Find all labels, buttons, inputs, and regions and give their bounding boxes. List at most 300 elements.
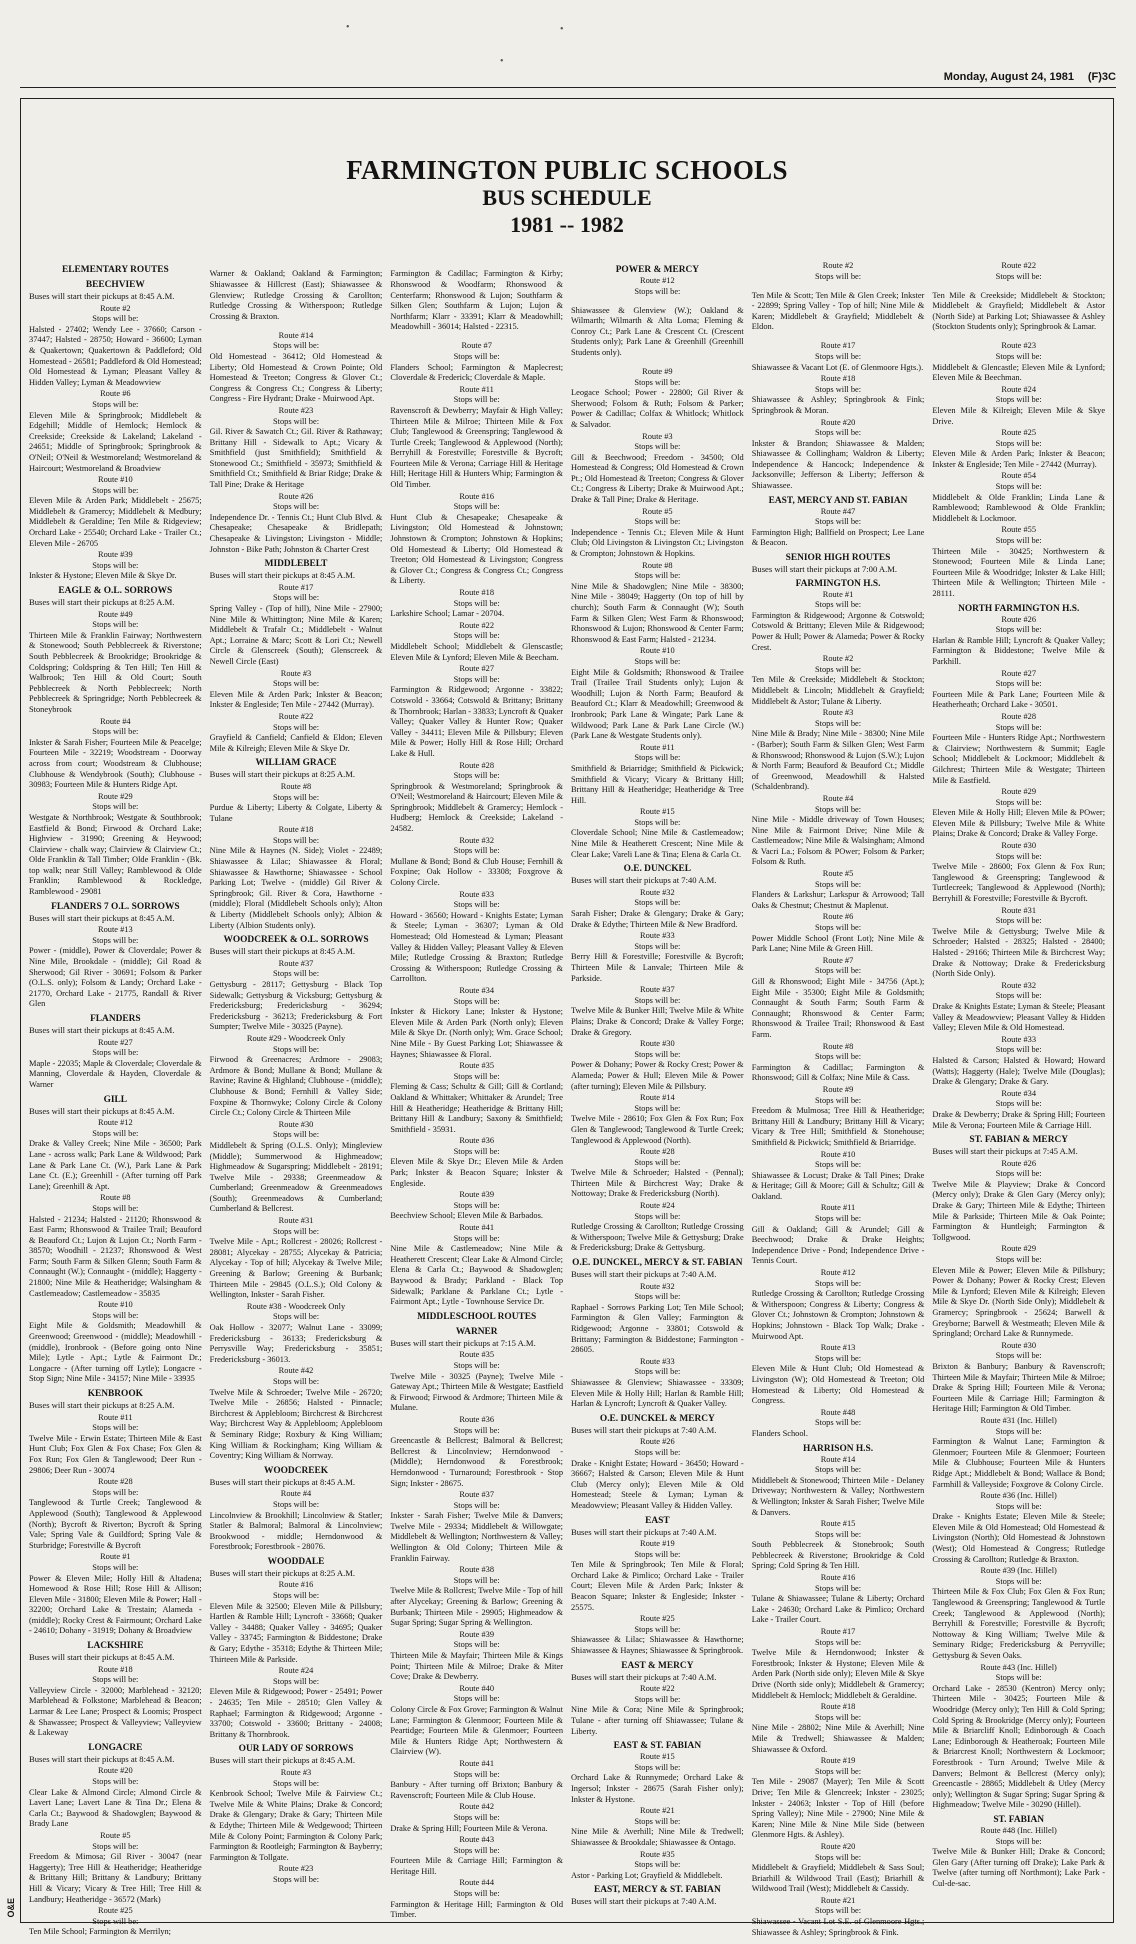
route-stops-text: Nine Mile & Shadowglen; Nine Mile - 38300; Nine Mile - 38049; Haggerty (On top of hill by church); South Farm & Connaught (W); South Farm & Silken Glen; West Farm & Rhonswood; Rhonswood & Lujon; Rhonswood & Center Farm; Rhonswood & East Farm; Halsted - 21234. bbox=[571, 581, 744, 644]
route-block bbox=[390, 986, 563, 1060]
route-block bbox=[752, 1756, 925, 1841]
route-stops-text: Power - (middle), Power & Cloverdale; Power & Nine Mile, Brookdale - (middle); Gil Road & Sherwood; Gil River - 30691; Folsom & Parker (O.L.S. only); Folsom & Landy; Orchard Lake - 21770, Orchard Lake - 21775, Randall & River Glen bbox=[29, 946, 202, 1009]
route-block bbox=[210, 782, 383, 824]
route-block bbox=[210, 1580, 383, 1665]
route-stops-text: Eleven Mile & Kilreigh; Eleven Mile & Skye Drive. bbox=[932, 405, 1106, 426]
route-stops-text: Eleven Mile & Skye Dr.; Eleven Mile & Arden Park; Inkster & Beacon Square; Inkster & Engleside. bbox=[390, 1157, 564, 1188]
route-stops-text: Twelve Mile - Erwin Estate; Thirteen Mile & East Hunt Club; Fox Glen & Fox Chase; Fox Glen & Fox Run; Fox Glen & Tanglewood; Deer Run - 29806; Deer Run - 30074 bbox=[29, 1433, 202, 1475]
route-number: Route #26 bbox=[1001, 1158, 1037, 1168]
route-header bbox=[932, 261, 1105, 282]
route-block bbox=[210, 1120, 383, 1215]
route-block bbox=[752, 1627, 925, 1701]
route-number: Route #18 bbox=[820, 374, 856, 384]
route-stops-text: Inkster & Sarah Fisher; Fourteen Mile & Peacelge; Fourteen Mile - 32219; Woodstream - Doorway across from court; Woodstream & Clubhouse; Clubhouse & Wendybrook (South); Clubhouse - 30983; Fourteen Mile & Hunters Ridge Apt. bbox=[29, 737, 202, 790]
stops-label: Stops will be: bbox=[814, 804, 862, 814]
route-block bbox=[29, 925, 202, 1010]
school-year: 1981 -- 1982 bbox=[510, 212, 624, 237]
route-block bbox=[752, 1519, 925, 1572]
route-number: Route #18 bbox=[278, 825, 314, 835]
route-stops-text: Middlebelt School; Middlebelt & Glenscastle; Eleven Mile & Lynford; Eleven Mile & Beecham. bbox=[390, 641, 564, 662]
route-number: Route #6 bbox=[822, 912, 854, 922]
route-number: Route #5 bbox=[642, 506, 673, 516]
route-number: Route #30 bbox=[1001, 841, 1037, 851]
route-stops-text: Nine Mile - 28802; Nine Mile & Averhill; Nine Mile & Tredwell; Shiawassee & Malden; Shiawassee & Oxford. bbox=[751, 1723, 925, 1754]
stops-label: Stops will be: bbox=[634, 1860, 681, 1870]
pickup-time-note: Buses will start their pickups at 8:45 A.M. bbox=[209, 1476, 356, 1487]
stops-label: Stops will be: bbox=[995, 1045, 1042, 1055]
route-block bbox=[571, 646, 744, 741]
route-block bbox=[390, 664, 563, 759]
school-heading: MIDDLEBELT bbox=[264, 559, 328, 570]
stops-label: Stops will be: bbox=[272, 416, 320, 426]
route-number: Route #36 bbox=[459, 1136, 495, 1146]
route-block bbox=[29, 1906, 202, 1938]
route-stops-text: Drake - Knight Estate; Howard - 36450; Howard - 36667; Halsted & Carson; Eleven Mile & Hunt Club (Mercy only); Eleven Mile & Old Homestead; Steele & Lyman; Lyman & Meadowview; Pleasant Valley & Hidden Valley. bbox=[571, 1458, 744, 1510]
stops-label: Stops will be: bbox=[92, 1916, 139, 1926]
pickup-time-note: Buses will start their pickups at 8:45 A.M. bbox=[29, 1105, 175, 1116]
route-number: Route #18 bbox=[459, 588, 495, 597]
route-number: Route #44 bbox=[459, 1878, 495, 1888]
stops-label: Stops will be: bbox=[995, 536, 1042, 546]
route-stops-text: Middlebelt & Grayfield; Middlebelt & Sass Soul; Briarhill & Wildwood Trail (East); Briarhill & Wildwood Trail (West); Middlebelt & Cassidy. bbox=[751, 1863, 925, 1894]
stops-label: Stops will be: bbox=[814, 1278, 862, 1288]
route-block bbox=[571, 1614, 744, 1656]
stops-label: Stops will be: bbox=[634, 898, 681, 908]
route-number: Route #9 bbox=[822, 1084, 854, 1094]
route-stops-text: Drake & Valley Creek; Nine Mile - 36500; Park Lane - across walk; Park Lane & Wildwood; Park Lane & Park Lane Ct. (W.), Park Lane & Park Lane Ct. (E.); Greenhill - (After turning off Park Lane); Greenhill & Apt. bbox=[29, 1139, 202, 1191]
route-block bbox=[390, 1415, 563, 1489]
stops-label: Stops will be: bbox=[453, 1233, 500, 1243]
route-stops-text: Thirteen Mile - 30425; Northwestern & Stonewood; Fourteen Mile & Linda Lane; Fourteen Mile & Woodridge; Inkster & Lake Hill; Thirteen Mile & Wellington; Thirteen Mile - 28111. bbox=[932, 546, 1106, 598]
route-stops-text: Eight Mile & Goldsmith; Rhonswood & Trailee Trail (Trailee Trail Students only); Lujon & Woodhill; Lujon & North Farm; Beauford & Beauford Ct.; Klarr & Meadowhill; Greenwood & Ironbrook; Park Lane & Wingate; Park Lane & Wildwood; Park Lane & Park Lane Circle (W.) (Park Lane & Westgate Students only). bbox=[571, 667, 744, 741]
stops-label: Stops will be: bbox=[995, 1169, 1042, 1179]
route-number: Route #36 bbox=[459, 1414, 495, 1424]
route-stops-text: Berry Hill & Forestville; Forestville & Bycroft; Thirteen Mile & Lanvale; Thirteen Mile & Parkside. bbox=[571, 952, 744, 983]
route-number: Route #32 bbox=[640, 887, 675, 897]
school-heading: NORTH FARMINGTON H.S. bbox=[958, 603, 1080, 614]
route-stops-text: Rutledge Crossing & Carollton; Rutledge Crossing & Witherspoon; Twelve Mile & Gettysburg; Drake & Fredericksburg; Drake & Gettysburg. bbox=[571, 1222, 744, 1253]
stops-label: Stops will be: bbox=[814, 517, 862, 527]
route-stops-text: Farmington & Cadillac; Farmington & Kirby; Rhonswood & Woodfarm; Rhonswood & Centerfarm; Rhonswood & Lujon; Southfarm & Silken Glen; Southfarm & Lujon; Lujon & Northfarm; Klarr - 33391; Klarr & Meadowhill; Meadowhill - 36014; Halsted - 22315. bbox=[390, 269, 564, 332]
route-stops-text: Gill & Beechwood; Freedom - 34500; Old Homestead & Congress; Old Homestead & Crown Pt.; Old Homestead & Treeton; Congress & Glover Ct.; Congress & Liberty; Drake & Muirwood Apt.; Drake & Tall Pine; Drake & Heritage. bbox=[571, 452, 744, 505]
route-stops-text: Thirteen Mile & Mayfair; Thirteen Mile & Kings Point; Thirteen Mile & Milroe; Drake & Miter Cove; Drake & Dewberry. bbox=[390, 1651, 564, 1682]
stops-label: Stops will be: bbox=[272, 1778, 320, 1788]
route-stops-text: Twelve Mile & Schroeder; Halsted - (Pennal); Thirteen Mile & Birchcrest Way; Drake & Nottoway; Drake & Fredericksburg (North). bbox=[571, 1168, 744, 1199]
route-stops-text: Farmington & Ridgewood; Argonne - 33822; Cotswold - 33664; Cotswold & Brittany; Brittany & Thornbrook; Harlan - 33833; Lyncroft & Quaker Valley; Quaker Valley & Hunter Row; Quaker Valley - 34411; Eleven Mile & Pillsbury; Eleven Mile & Power; Holly Hill & Rose Hill; Orchard Lake & Hull. bbox=[390, 685, 564, 758]
route-number: Route #28 bbox=[640, 1147, 675, 1157]
route-block bbox=[571, 561, 744, 646]
stops-label: Stops will be: bbox=[995, 1501, 1042, 1511]
route-block bbox=[390, 1061, 563, 1135]
route-stops-text: Freedom & Mimosa; Gil River - 30047 (near Haggerty); Tree Hill & Heatheridge; Heatheridge & Brittany Hill; Brittany & Landbury; Brittany Hill & Vicary; Vicary & Tree Hill; Tree Hill & Landbury; Heatheridge - 36572 (Mark) bbox=[29, 1852, 202, 1904]
route-number: Route #7 bbox=[822, 955, 854, 965]
stops-label: Stops will be: bbox=[995, 395, 1042, 405]
stops-label: Stops will be: bbox=[995, 482, 1042, 492]
route-stops-text: Oak Hollow - 32077; Walnut Lane - 33099; Fredericksburg - 36133; Fredericksburg & Perrysville Way; Fredericksburg - 35851; Fredericksburg - 36013. bbox=[209, 1323, 383, 1364]
route-stops-text: Banbury - After turning off Brixton; Banbury & Ravenscroft; Fourteen Mile & Club House. bbox=[390, 1780, 564, 1800]
stops-label: Stops will be: bbox=[634, 753, 681, 763]
route-number: Route #25 bbox=[640, 1614, 675, 1624]
stops-label: Stops will be: bbox=[634, 817, 681, 827]
route-stops-text: Orchard Lake & Runnymede; Orchard Lake & Ingersol; Inkster - 28675 (Sarah Fisher only); Inkster & Hystone. bbox=[571, 1773, 744, 1804]
route-block bbox=[210, 669, 383, 711]
stops-label: Stops will be: bbox=[453, 771, 500, 781]
stops-label: Stops will be: bbox=[995, 1426, 1042, 1436]
route-number: Route #25 bbox=[98, 1906, 133, 1916]
route-block bbox=[390, 341, 563, 383]
route-block bbox=[571, 432, 744, 506]
route-header bbox=[752, 261, 925, 282]
stops-label: Stops will be: bbox=[272, 969, 320, 979]
stops-label: Stops will be: bbox=[814, 923, 862, 933]
route-stops-text: Brixton & Banbury; Banbury & Ravenscroft; Thirteen Mile & Mayfair; Thirteen Mile & Milroe; Drake & Spring Hill; Fourteen Mile & Verona; Fourteen Mile & Carriage Hill; Farmington & Heritage Hill; Farmington & Old Timber. bbox=[932, 1361, 1106, 1414]
route-block bbox=[390, 761, 563, 835]
route-stops-text: Shiawassee & Ashley; Springbrook & Fink; Springbrook & Moran. bbox=[751, 395, 925, 415]
route-block bbox=[932, 615, 1105, 668]
route-number: Route #21 bbox=[640, 1806, 675, 1816]
route-number: Route #10 bbox=[98, 1300, 133, 1310]
stops-label: Stops will be: bbox=[814, 1214, 862, 1224]
stops-label: Stops will be: bbox=[453, 395, 500, 405]
route-block bbox=[752, 794, 925, 868]
route-stops-text: Mullane & Bond; Bond & Club House; Fernhill & Foxpine; Oak Hollow - 33308; Foxgrove & Colony Circle. bbox=[390, 856, 564, 888]
pickup-time-note: Buses will start their pickups at 8:45 A.M. bbox=[209, 1755, 356, 1766]
route-stops-text: Twelve Mile - 28610; Fox Glen & Fox Run; Fox Glen & Tanglewood; Tanglewood & Turtle Creek; Tanglewood & Applewood (North). bbox=[571, 1114, 744, 1145]
pickup-time-note: Buses will start their pickups at 8:45 A.M. bbox=[29, 1753, 175, 1764]
title-block bbox=[21, 155, 1113, 239]
route-number: Route #18 bbox=[98, 1664, 133, 1674]
route-stops-text: Farmington & Heritage Hill; Farmington & Old Timber. bbox=[390, 1899, 564, 1920]
route-stops-text: Howard - 36560; Howard - Knights Estate; Lyman & Steele; Lyman - 36307; Lyman & Old Homestead; Old Homestead & Lyman; Pleasant Valley & Hidden Valley; Pleasant Valley & Eleven Mile; Rutledge Crossing & Braxton; Rutledge Crossing & Witherspoon; Rutledge Crossing & Carrollton. bbox=[390, 910, 564, 984]
route-stops-text: Shiawassee & Vacant Lot (E. of Glenmoore Hgts.). bbox=[751, 362, 924, 372]
route-number: Route #39 (Inc. Hillel) bbox=[980, 1566, 1057, 1576]
route-block bbox=[390, 1350, 563, 1414]
route-block bbox=[752, 507, 925, 549]
route-number: Route #14 bbox=[820, 1454, 856, 1464]
route-stops-text: Power & Eleven Mile; Holly Hill & Altadena; Homewood & Rose Hill; Rose Hill & Allison; Eleven Mile - 31800; Eleven Mile & Power; Hall - 32200; Orchard Lake & Trestain; Alameda - (middle); Rocky Crest & Fairmount; Orchard Lake - 24610; Dohany - 31919; Dohany & Broadview bbox=[29, 1573, 202, 1636]
stops-label: Stops will be: bbox=[634, 1292, 681, 1302]
route-stops-text: Astor - Parking Lot; Grayfield & Middlebelt. bbox=[571, 1870, 723, 1880]
route-number: Route #38 bbox=[459, 1565, 495, 1575]
route-stops-text: Thirteen Mile & Fox Club; Fox Glen & Fox Run; Tanglewood & Greenspring; Tanglewood & Turtle Creek; Tanglewood & Applewood (North); Berryhill & Forestville; Forestville & Bycroft; Nottoway & King William; Twelve Mile & Seminary Ridge; Fredericksburg & Perryville; Gettysburg & Seven Oaks. bbox=[932, 1587, 1106, 1660]
route-stops-text: Shiawassee & Glenview (W.); Oakland & Wilmarth; Wilmarth & Alta Loma; Fleming & Conroy Ct.; Park Lane & Crescent Ct. (Crescent Students only); Park Lane & Greenhill (Greenhill Students only). bbox=[571, 305, 744, 357]
route-number: Route #43 (Inc. Hillel) bbox=[980, 1662, 1057, 1672]
route-stops-text: Thirteen Mile & Franklin Fairway; Northwestern & Stonewood; South Pebblecreek & Riverstone; South Pebblecreek & Brookridge; Brookridge & Coldspring; Coldspring & Ten Hill; Ten Hill & Walbrook; Ten Hill & Old Court; South Pebblecreek & North Pebblecreek; North Pebblecreek & Springridge; North Pebblecreek & Stoneybrook bbox=[29, 630, 202, 714]
stops-label: Stops will be: bbox=[634, 656, 681, 666]
route-number: Route #41 bbox=[459, 1223, 495, 1233]
stops-label: Stops will be: bbox=[814, 879, 862, 889]
stops-label: Stops will be: bbox=[453, 351, 500, 361]
route-number: Route #17 bbox=[820, 1627, 856, 1637]
route-block bbox=[390, 1759, 563, 1801]
route-stops-text: Shiawassee - Vacant Lot S.E. of Glenmoore Hgts.; Shiawassee & Ashley; Springbrook & Fink. bbox=[751, 1917, 925, 1937]
stops-label: Stops will be: bbox=[995, 722, 1042, 732]
route-block bbox=[932, 906, 1105, 980]
column-2 bbox=[210, 261, 383, 1911]
route-number: Route #36 (Inc. Hillel) bbox=[980, 1491, 1057, 1501]
stops-label: Stops will be: bbox=[995, 1255, 1042, 1265]
school-heading: POWER & MERCY bbox=[615, 265, 700, 275]
route-block bbox=[932, 669, 1105, 711]
route-number: Route #20 bbox=[98, 1766, 133, 1776]
route-block bbox=[752, 1455, 925, 1519]
route-block bbox=[752, 1268, 925, 1342]
stops-label: Stops will be: bbox=[272, 722, 320, 732]
stops-label: Stops will be: bbox=[92, 314, 139, 324]
stops-label: Stops will be: bbox=[814, 1465, 862, 1475]
route-number: Route #13 bbox=[98, 925, 133, 935]
route-block bbox=[390, 1136, 563, 1189]
stops-label: Stops will be: bbox=[92, 1841, 139, 1851]
route-stops-text: Drake - Knights Estate; Eleven Mile & Steele; Eleven Mile & Old Homestead; Old Homestead & Livingston (North); Old Homestead & Johnstown (West); Old Homestead & Congress; Rutledge Crossing & Carollton; Rutledge & Braxton. bbox=[932, 1512, 1106, 1564]
pickup-time-note: Buses will start their pickups at 7:40 A.M. bbox=[571, 1269, 717, 1280]
school-heading: EAGLE & O.L. SORROWS bbox=[58, 586, 173, 597]
route-number: Route #1 bbox=[100, 1552, 131, 1562]
stops-label: Stops will be: bbox=[634, 1549, 681, 1559]
route-block bbox=[932, 787, 1105, 840]
route-stops-text: Nine Mile & Castlemeadow; Nine Mile & Heatherett Crescent; Clear Lake & Almond Circle; Elena & Carla Ct.; Baywood & Shadowglen; Baywood & Brady; Parkland - Black Top Sidewalk; Parklane & Parklane Ct.; Lytle - Fairmont Apt.; Lytle - Townhouse Service Dr. bbox=[390, 1244, 564, 1307]
route-number: Route #27 bbox=[1001, 668, 1037, 678]
route-stops-text: Fourteen Mile & Carriage Hill; Farmington & Heritage Hill. bbox=[390, 1856, 564, 1876]
route-block bbox=[390, 1802, 563, 1834]
route-block bbox=[390, 1630, 563, 1683]
pickup-time-note: Buses will start their pickups at 7:40 A.M. bbox=[571, 1671, 717, 1682]
route-block bbox=[571, 1850, 744, 1882]
route-block bbox=[390, 588, 563, 620]
stops-label: Stops will be: bbox=[272, 792, 320, 802]
school-heading: WOODCREEK bbox=[263, 1465, 329, 1476]
route-stops-text: Hunt Club & Chesapeake; Chesapeake & Livingston; Old Homestead & Johnstown; Johnstown & Crompton; Johnstown & Hopkins; Old Homestead & Liberty; Old Homestead & Treeton; Old Homestead & Livingston; Congress & Glover Ct.; Congress & Congress Ct.; Congress & Liberty. bbox=[390, 512, 564, 586]
route-block bbox=[571, 888, 744, 930]
pickup-time-note: Buses will start their pickups at 7:40 A.M. bbox=[571, 1896, 717, 1907]
route-number: Route #27 bbox=[98, 1037, 133, 1047]
route-stops-text: Farmington High; Ballfield on Prospect; Lee Lane & Beacon. bbox=[751, 527, 925, 548]
stops-label: Stops will be: bbox=[995, 916, 1042, 926]
stops-label: Stops will be: bbox=[814, 1353, 862, 1363]
route-stops-text: Fourteen Mile & Park Lane; Fourteen Mile & Heatherheath; Orchard Lake - 30501. bbox=[932, 689, 1106, 710]
route-stops-text: Twelve Mile - Apt.; Rollcrest - 28026; Rollcrest - 28081; Alycekay - 28755; Alycekay & Patricia; Alycekay - Top of hill; Alycekay & Twelve Mile; Greening & Barlow; Greening & Burbank; Thirteen Mile - 29845 (O.L.S.); Old Colony & Wellington, Inkster - Sarah Fisher. bbox=[209, 1237, 383, 1300]
school-heading: EAST & MERCY bbox=[621, 1660, 694, 1671]
route-block bbox=[571, 931, 744, 984]
stops-label: Stops will be: bbox=[634, 1762, 681, 1772]
route-stops-text: Ten Mile - 29087 (Mayer); Ten Mile & Scott Drive; Ten Mile & Glencreek; Inkster - 23025; Inkster - 24063; Inkster - Top of Hill (before Spring Valley); Nine Mile - 27900; Nine Mile & Karen; Nine Mile & Nine Mile Side (between Glenmore Hgts. & Ashley). bbox=[751, 1777, 925, 1840]
route-stops-text: Ten Mile School; Farmington & Merrilyn; bbox=[29, 1927, 172, 1937]
route-number: Route #54 bbox=[1001, 471, 1037, 481]
route-number: Route #20 bbox=[820, 417, 856, 427]
stops-label: Stops will be: bbox=[814, 966, 862, 976]
route-stops-text: Warner & Oakland; Oakland & Farmington; Shiawassee & Hillcrest (East); Shiawassee & Glenview; Rutledge Crossing & Carollton; Rutledge Crossing & Witherspoon; Rutledge Crossing & Braxton. bbox=[209, 269, 383, 321]
route-number: Route #5 bbox=[822, 869, 854, 879]
stops-label: Stops will be: bbox=[634, 1694, 681, 1704]
route-block bbox=[29, 1766, 202, 1830]
route-number: Route #34 bbox=[459, 985, 495, 995]
stops-label: Stops will be: bbox=[634, 1049, 681, 1059]
route-block bbox=[752, 956, 925, 1041]
route-block bbox=[932, 1089, 1105, 1131]
stops-label: Stops will be: bbox=[92, 935, 139, 945]
route-number: Route #43 bbox=[459, 1835, 495, 1845]
stops-label: Stops will be: bbox=[995, 1576, 1042, 1586]
stops-label: Stops will be: bbox=[634, 995, 681, 1005]
route-stops-text: Beechview School; Eleven Mile & Barbados. bbox=[390, 1211, 543, 1221]
route-number: Route #28 bbox=[459, 760, 495, 770]
route-stops-text: Nine Mile & Averhill; Nine Mile & Tredwell; Shiawassee & Brookdale; Shiawassee & Ontago. bbox=[571, 1827, 744, 1847]
route-block bbox=[29, 1477, 202, 1551]
route-stops-text: Cloverdale School; Nine Mile & Castlemeadow; Nine Mile & Heatherett Crescent; Nine Mile & Clear Lake; Vareli Lane & Tina; Elena & Carla Ct. bbox=[571, 828, 744, 859]
route-block bbox=[390, 1878, 563, 1920]
stops-label: Stops will be: bbox=[995, 851, 1042, 861]
route-block bbox=[932, 525, 1105, 599]
route-stops-text: Power & Dohany; Power & Rocky Crest; Power & Alameda; Power & Hull; Eleven Mile & Power (after turning); Eleven Mile & Pillsbury. bbox=[571, 1060, 744, 1091]
route-stops-text: Drake & Dewberry; Drake & Spring Hill; Fourteen Mile & Verona; Fourteen Mile & Carriage Hill. bbox=[932, 1109, 1106, 1130]
stops-label: Stops will be: bbox=[272, 1874, 320, 1884]
route-stops-text: Power Middle School (Front Lot); Nine Mile & Park Lane; Nine Mile & Green Hill. bbox=[751, 933, 925, 954]
route-number: Route #11 bbox=[820, 1203, 856, 1213]
route-block bbox=[932, 1416, 1105, 1490]
route-number: Route #28 bbox=[1001, 711, 1037, 721]
stops-label: Stops will be: bbox=[92, 1310, 139, 1320]
stops-label: Stops will be: bbox=[814, 1052, 862, 1062]
school-heading: WARNER bbox=[455, 1326, 498, 1337]
route-block bbox=[390, 890, 563, 985]
route-block bbox=[752, 418, 925, 492]
stops-label: Stops will be: bbox=[272, 1130, 320, 1140]
stops-label: Stops will be: bbox=[453, 900, 500, 910]
route-number: Route #4 bbox=[280, 1489, 312, 1499]
stops-label: Stops will be: bbox=[272, 1312, 320, 1322]
schedule-columns bbox=[29, 261, 1106, 1937]
route-stops-text: Nine Mile & Haynes (N. Side); Violet - 22489; Shiawassee & Lilac; Shiawassee & Floral; Shiawassee & Hawthorne; Shiawassee - School Parking Lot; Twelve - (middle) Gil River & Springbrook; Gil. River & Cora, Hawthorne - (middle); Floral (Middlebelt Schools only); Alton & Liberty (Middlebelt Schools only); Albion & Liberty (Albion Students only). bbox=[209, 846, 383, 930]
route-number: Route #12 bbox=[640, 276, 675, 285]
route-number: Route #22 bbox=[278, 711, 314, 721]
route-block bbox=[571, 743, 744, 807]
route-number: Route #28 bbox=[98, 1477, 133, 1487]
stops-label: Stops will be: bbox=[92, 620, 139, 630]
route-number: Route #47 bbox=[820, 506, 856, 516]
route-number: Route #5 bbox=[100, 1830, 131, 1840]
route-block bbox=[29, 1413, 202, 1477]
publication-date: Monday, August 24, 1981 bbox=[943, 71, 1074, 83]
stops-label: Stops will be: bbox=[814, 384, 862, 394]
page-header bbox=[20, 71, 1116, 88]
route-stops-text: Farmington & Cadillac; Farmington & Rhonswood; Gill & Colfax; Nine Mile & Cass. bbox=[751, 1062, 925, 1083]
route-number: Route #27 bbox=[459, 664, 495, 674]
stops-label: Stops will be: bbox=[272, 593, 320, 603]
route-number: Route #35 bbox=[640, 1849, 675, 1859]
route-number: Route #49 bbox=[98, 609, 133, 619]
stops-label: Stops will be: bbox=[634, 571, 681, 581]
route-number: Route #29 bbox=[1001, 1244, 1037, 1254]
route-stops-text: Sarah Fisher; Drake & Glengary; Drake & Gary; Drake & Edythe; Thirteen Mile & New Bradford. bbox=[571, 909, 744, 929]
route-number: Route #25 bbox=[1001, 428, 1037, 438]
stops-label: Stops will be: bbox=[995, 271, 1042, 281]
route-number: Route #40 bbox=[459, 1683, 495, 1693]
pickup-time-note: Buses will start their pickups at 7:45 A.M. bbox=[932, 1146, 1078, 1157]
route-block bbox=[390, 492, 563, 587]
route-block bbox=[29, 389, 202, 474]
route-stops-text: Twelve Mile & Rollcrest; Twelve Mile - Top of hill after Alycekay; Greening & Barlow; Greening & Burbank; Thirteen Mile - 29905; Highmeadow & Sugar Spring; Sugar Spring & Wellington. bbox=[390, 1586, 564, 1628]
route-block bbox=[210, 1216, 383, 1301]
stops-label: Stops will be: bbox=[92, 1777, 139, 1786]
route-block bbox=[932, 428, 1105, 470]
stops-label: Stops will be: bbox=[634, 1624, 681, 1634]
route-block bbox=[571, 1147, 744, 1200]
route-stops-text: Drake & Knights Estate; Lyman & Steele; Pleasant Valley & Meadowview; Pleasant Valley & Hidden Valley; Eleven Mile & Old Homestead. bbox=[932, 1001, 1106, 1033]
route-block bbox=[390, 1565, 563, 1629]
stops-label: Stops will be: bbox=[453, 1889, 500, 1899]
route-block bbox=[210, 492, 383, 556]
stops-label: Stops will be: bbox=[995, 351, 1042, 361]
route-stops-text: Spring Valley - (Top of hill), Nine Mile - 27900; Nine Mile & Whittington; Nine Mile & Karen; Middlebelt & Trafalr Ct.; Middlebelt - Walnut Apt.; Lorraine & Marc; Scott & Lori Ct.; Newell Circle & Glenscreek (South); Glenscreek & Newell Circle (East) bbox=[209, 604, 383, 666]
route-stops-text: Inkster & Brandon; Shiawassee & Malden; Shiawassee & Collingham; Waldron & Liberty; Independence & Hancock; Independence & Jacksonville; Jefferson & Liberty; Jefferson & Shiawassee. bbox=[751, 438, 925, 491]
route-block bbox=[210, 1666, 383, 1740]
route-block bbox=[932, 981, 1105, 1034]
stops-label: Stops will be: bbox=[814, 271, 862, 281]
route-block bbox=[752, 1408, 925, 1440]
stops-label: Stops will be: bbox=[453, 1575, 500, 1585]
route-stops-text: Springbrook & Westmoreland; Springbrook & O'Neil; Westmoreland & Haircourt; Eleven Mile & Springbrook; Middlebelt & Gramercy; Hemlock - Hudberg; Hemlock & Creekside; Lakeland - 24582. bbox=[390, 781, 564, 834]
stops-label: Stops will be: bbox=[92, 1128, 139, 1138]
route-number: Route #11 bbox=[98, 1412, 133, 1422]
stops-label: Stops will be: bbox=[272, 1226, 320, 1236]
route-number: Route #37 bbox=[278, 958, 314, 968]
stops-label: Stops will be: bbox=[453, 1146, 500, 1156]
route-block bbox=[210, 1768, 383, 1863]
stops-label: Stops will be: bbox=[814, 1766, 862, 1776]
pickup-time-note: Buses will start their pickups at 8:25 A.M. bbox=[29, 597, 175, 608]
route-stops-text: Twelve Mile & Gettysburg; Twelve Mile & Schroeder; Halsted - 28325; Halsted - 28400; Halsted - 29166; Thirteen Mile & Birchcrest Way; Drake & Nottoway; Drake & Fredericksburg (North Side Only). bbox=[932, 926, 1106, 979]
stops-label: Stops will be: bbox=[272, 502, 320, 512]
route-stops-text: Twelve Mile & Bunker Hill; Drake & Concord; Glen Gary (After turning off Drake); Lake Park & Twelve (after turning off Northmont); Lake Park - Cul-de-sac. bbox=[932, 1847, 1106, 1888]
pickup-time-note: Buses will start their pickups at 8:45 A.M. bbox=[29, 1652, 175, 1663]
school-heading: O.E. DUNCKEL bbox=[623, 864, 692, 875]
route-stops-text: Eight Mile & Goldsmith; Meadowhill & Greenwood; Greenwood - (middle); Meadowhill - (middle), Ironbrook - (Before going onto Nine Mile); Lytle - Apt.; Lytle & Fairmont Dr.; Longacre - (After turning off Lytle); Longacre - Stop Sign; Nine Mile - 34157; Nine Mile - 33935 bbox=[29, 1321, 202, 1384]
pickup-time-note: Buses will start their pickups at 8:45 A.M. bbox=[29, 912, 175, 923]
stops-label: Stops will be: bbox=[92, 485, 139, 495]
stops-label: Stops will be: bbox=[995, 1351, 1042, 1361]
route-block bbox=[752, 1042, 925, 1084]
route-stops-text: Nine Mile & Cora; Nine Mile & Springbrook; Tulane - after turning off Shiawassee; Tulane & Liberty. bbox=[571, 1705, 744, 1736]
route-block bbox=[932, 341, 1105, 383]
stops-label: Stops will be: bbox=[453, 502, 500, 512]
route-block bbox=[210, 1302, 383, 1366]
route-block bbox=[752, 708, 925, 793]
route-number: Route #32 bbox=[1001, 980, 1037, 990]
route-number: Route #35 bbox=[459, 1061, 495, 1071]
stops-label: Stops will be: bbox=[634, 377, 681, 387]
route-number: Route #14 bbox=[640, 1093, 675, 1103]
route-number: Route #15 bbox=[640, 807, 675, 817]
route-block bbox=[210, 331, 383, 405]
stops-label: Stops will be: bbox=[92, 560, 139, 570]
school-heading: EAST bbox=[645, 1515, 670, 1526]
route-block bbox=[932, 1491, 1105, 1565]
route-stops-text: Twelve Mile - 28600; Fox Glenn & Fox Run; Tanglewood & Greenspring; Tanglewood & Turtlecreek; Tanglewood & Applewood (North); Berryhill & Forestville; Forestville & Bycroft. bbox=[932, 862, 1106, 904]
stops-label: Stops will be: bbox=[92, 1562, 139, 1572]
route-block bbox=[571, 1806, 744, 1848]
route-stops-text: Harlan & Ramble Hill; Lyncroft & Quaker Valley; Farmington & Biddestone; Twelve Mile & Parkhill. bbox=[932, 635, 1106, 666]
route-number: Route #16 bbox=[820, 1573, 856, 1583]
pickup-time-note: Buses will start their pickups at 8:45 A.M. bbox=[209, 570, 356, 581]
route-number: Route #26 bbox=[1001, 614, 1037, 624]
route-number: Route #3 bbox=[280, 668, 312, 678]
route-number: Route #33 bbox=[459, 889, 495, 899]
route-number: Route #26 bbox=[278, 491, 314, 501]
route-stops-text: Middlebelt & Stonewood; Thirteen Mile - Delaney Driveway; Northwestern & Valley; Northwestern & Wellington; Inkster & Sarah Fisher; Twelve Mile & Danvers. bbox=[751, 1475, 925, 1517]
route-number: Route #33 bbox=[640, 931, 675, 941]
stops-label: Stops will be: bbox=[453, 1500, 500, 1510]
route-block bbox=[752, 654, 925, 707]
